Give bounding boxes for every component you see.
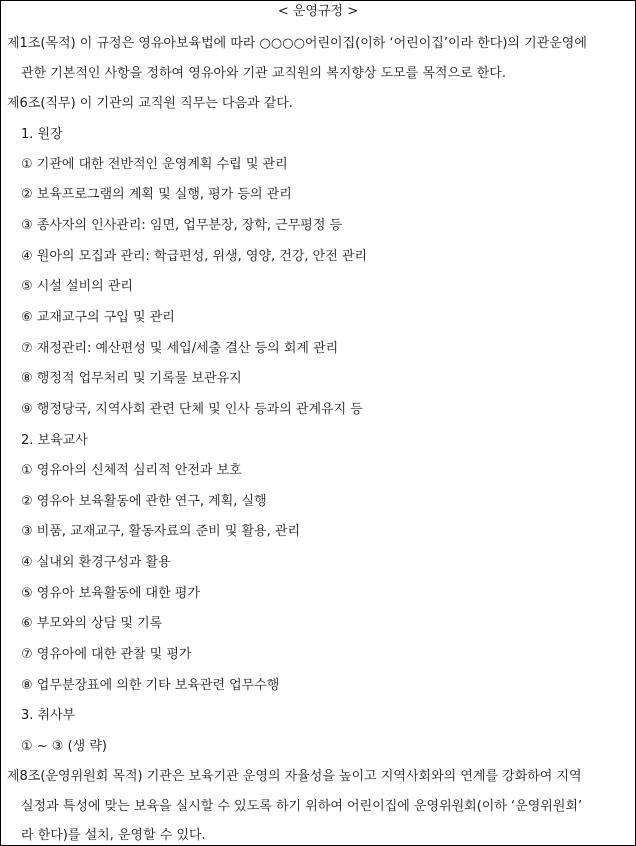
list-item: ④ 실내외 환경구성과 활용 <box>21 555 171 570</box>
document-title: < 운영규정 > <box>277 4 359 19</box>
section-label-principal: 1. 원장 <box>21 127 63 142</box>
list-item: ① 기관에 대한 전반적인 운영계획 수립 및 관리 <box>21 157 288 172</box>
article8-line2: 실정과 특성에 맞는 보육을 실시할 수 있도록 하기 위하여 어린이집에 운영위원회(이하 ‘운영위원회’ <box>21 799 583 814</box>
article8-line1: 제8조(운영위원회 목적) 기관은 보육기관 운영의 자율성을 높이고 지역사회와의 연계를 강화하여 지역 <box>7 769 582 784</box>
list-item: ④ 원아의 모집과 관리: 학급편성, 위생, 영양, 건강, 안전 관리 <box>21 249 368 264</box>
list-item: ⑥ 부모와의 상담 및 기록 <box>21 616 163 631</box>
article6-heading: 제6조(직무) 이 기관의 교직원 직무는 다음과 같다. <box>7 96 293 111</box>
article8-line3: 라 한다)를 설치, 운영할 수 있다. <box>21 828 206 843</box>
list-item: ③ 비품, 교재교구, 활동자료의 준비 및 활용, 관리 <box>21 524 301 539</box>
list-item: ⑨ 행정당국, 지역사회 관련 단체 및 인사 등과의 관계유지 등 <box>21 402 363 417</box>
list-item: ⑦ 영유아에 대한 관찰 및 평가 <box>21 647 192 662</box>
article1-line2: 관한 기본적인 사항을 정하여 영유아와 기관 교직원의 복지향상 도모를 목적으로 한다. <box>21 66 506 81</box>
section-label-teacher: 2. 보육교사 <box>21 433 88 448</box>
list-item: ⑤ 영유아 보육활동에 대한 평가 <box>21 586 200 601</box>
section-label-cook: 3. 취사부 <box>21 708 76 723</box>
list-item: ⑥ 교재교구의 구입 및 관리 <box>21 310 175 325</box>
list-item: ⑧ 행정적 업무처리 및 기록물 보관유지 <box>21 371 242 386</box>
list-item: ② 보육프로그램의 계획 및 실행, 평가 등의 관리 <box>21 187 292 202</box>
list-item: ⑤ 시설 설비의 관리 <box>21 279 133 294</box>
article1-line1: 제1조(목적) 이 규정은 영유아보육법에 따라 ○○○○어린이집(이하 ‘어린이집’이라 한다)의 기관운영에 <box>7 36 587 51</box>
list-item: ① ~ ③ (생 략) <box>21 739 107 754</box>
list-item: ① 영유아의 신체적 심리적 안전과 보호 <box>21 463 242 478</box>
list-item: ⑧ 업무분장표에 의한 기타 보육관련 업무수행 <box>21 678 280 693</box>
list-item: ② 영유아 보육활동에 관한 연구, 계획, 실행 <box>21 494 267 509</box>
list-item: ⑦ 재정관리: 예산편성 및 세입/세출 결산 등의 회계 관리 <box>21 341 339 356</box>
list-item: ③ 종사자의 인사관리: 임면, 업무분장, 장학, 근무평정 등 <box>21 218 343 233</box>
